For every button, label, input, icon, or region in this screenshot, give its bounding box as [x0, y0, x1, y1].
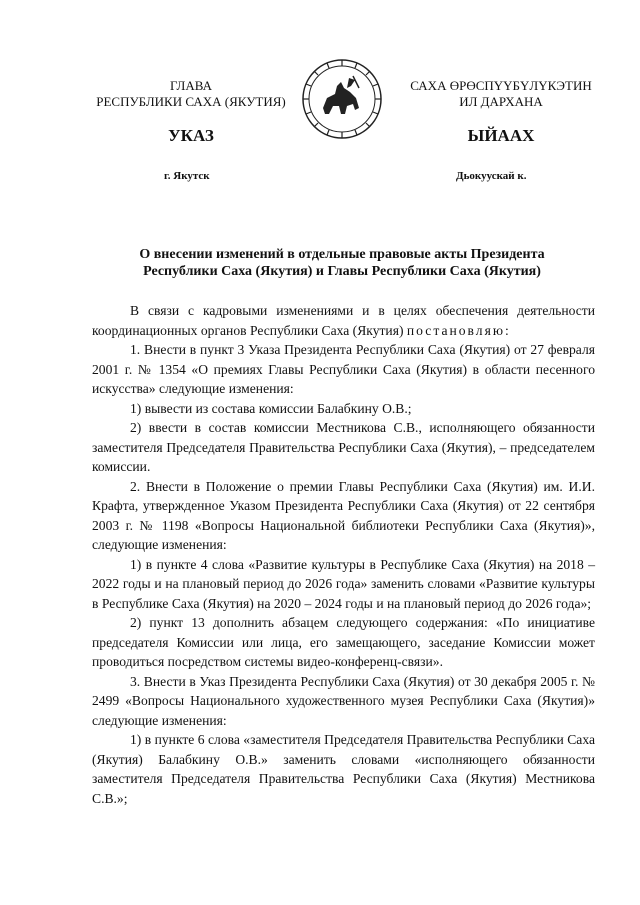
- header-right-line2: ИЛ ДАРХАНА: [459, 94, 543, 109]
- paragraph-2-item-1: 1) в пункте 4 слова «Развитие культуры в Республике Саха (Якутия) на 2018 – 2022 годы и на плановый период до 2026 года» заменить словами «Развитие культуры в Республике Саха (Якутия) на 2020 – 2024 годы и на плановый период до 2026 года»;: [92, 556, 595, 611]
- paragraph-1: 1. Внести в пункт 3 Указа Президента Республики Саха (Якутия) от 27 февраля 2001 г. № 1354 «О премиях Главы Республики Саха (Якутия) в области песенного искусства» следующие изменения:: [92, 342, 595, 396]
- header-left-line1: ГЛАВА: [170, 78, 212, 93]
- doc-type-sakha: ЫЙААХ: [467, 126, 535, 145]
- place-sakha: Дьокуускай к.: [456, 170, 527, 182]
- title-line2: Республики Саха (Якутия) и Главы Республики Саха (Якутия): [143, 264, 541, 279]
- paragraph-1-item-2: 2) ввести в состав комиссии Местникова С.В., исполняющего обязанности заместителя Председателя Правительства Республики Саха (Якутия), – председателем комиссии.: [92, 420, 595, 474]
- header-right-line1: САХА ӨРӨСПҮҮБҮЛҮКЭТИН: [410, 78, 592, 93]
- intro-paragraph: [92, 301, 595, 340]
- header-right: [380, 78, 622, 110]
- title-line1: О внесении изменений в отдельные правовые акты Президента: [139, 247, 545, 262]
- paragraph-1-item-1: 1) вывести из состава комиссии Балабкину О.В.;: [130, 400, 412, 416]
- intro-text: В связи с кадровыми изменениями и в целях обеспечения деятельности координационных органов Республики Саха (Якутия): [92, 303, 595, 338]
- paragraph-2: 2. Внести в Положение о премии Главы Республики Саха (Якутия) им. И.И. Крафта, утвержденное Указом Президента Республики Саха (Якутия) от 22 сентября 2003 г. № 1198 «Вопросы Национальной библиотеки Республики Саха (Якутия)», следующие изменения:: [92, 478, 595, 552]
- place-ru: г. Якутск: [164, 170, 210, 182]
- header-left-line2: РЕСПУБЛИКИ САХА (ЯКУТИЯ): [96, 94, 286, 109]
- document-body: [92, 301, 595, 808]
- intro-keyword: постановляю:: [406, 322, 511, 338]
- paragraph-3-item-1: 1) в пункте 6 слова «заместителя Председателя Правительства Республики Саха (Якутия) Балабкину О.В.» заменить словами «исполняющего обязанности заместителя Председателя Правительства Республики Саха (Якутия) Местникова С.В.»;: [92, 732, 595, 806]
- paragraph-2-item-2: 2) пункт 13 дополнить абзацем следующего содержания: «По инициативе председателя Комиссии или лица, его замещающего, заседание Комиссии может проводиться посредством системы видео-конференц-связи».: [92, 615, 595, 669]
- doc-type-ru: УКАЗ: [168, 126, 214, 145]
- header-left: [66, 78, 316, 110]
- document-title: [92, 246, 592, 280]
- paragraph-3: 3. Внести в Указ Президента Республики Саха (Якутия) от 30 декабря 2005 г. № 2499 «Вопросы Национального художественного музея Республики Саха (Якутия)» следующие изменения:: [92, 673, 595, 728]
